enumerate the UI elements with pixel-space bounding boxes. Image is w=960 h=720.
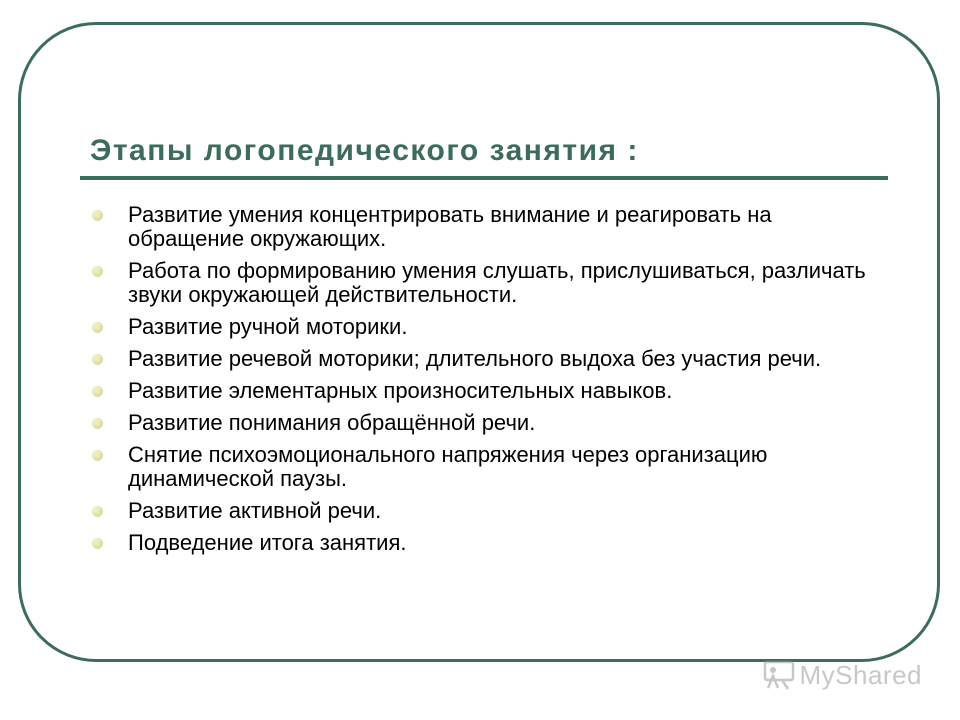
slide-title: Этапы логопедического занятия : bbox=[90, 134, 639, 167]
list-item-text: Подведение итога занятия. bbox=[128, 530, 407, 555]
bullet-icon bbox=[92, 506, 103, 517]
watermark bbox=[762, 658, 923, 692]
bullet-icon bbox=[92, 210, 103, 221]
presenter-icon bbox=[762, 658, 796, 692]
list-item bbox=[92, 411, 892, 435]
bullet-list bbox=[92, 203, 892, 563]
list-item bbox=[92, 531, 892, 555]
list-item-text: Снятие психоэмоционального напряжения через организацию динамической паузы. bbox=[128, 442, 768, 491]
list-item-text: Работа по формированию умения слушать, прислушиваться, различать звуки окружающей действительности. bbox=[128, 258, 866, 307]
bullet-icon bbox=[92, 322, 103, 333]
watermark-text: MyShared bbox=[799, 659, 922, 690]
list-item bbox=[92, 443, 892, 491]
title-underline bbox=[80, 176, 888, 180]
list-item-text: Развитие элементарных произносительных навыков. bbox=[128, 378, 673, 403]
bullet-icon bbox=[92, 266, 103, 277]
list-item bbox=[92, 379, 892, 403]
list-item-text: Развитие ручной моторики. bbox=[128, 314, 408, 339]
list-item bbox=[92, 259, 892, 307]
list-item-text: Развитие активной речи. bbox=[128, 498, 382, 523]
bullet-icon bbox=[92, 386, 103, 397]
bullet-icon bbox=[92, 538, 103, 549]
list-item bbox=[92, 499, 892, 523]
list-item-text: Развитие понимания обращённой речи. bbox=[128, 410, 536, 435]
list-item bbox=[92, 347, 892, 371]
list-item-text: Развитие речевой моторики; длительного выдоха без участия речи. bbox=[128, 346, 822, 371]
list-item-text: Развитие умения концентрировать внимание и реагировать на обращение окружающих. bbox=[128, 202, 772, 251]
list-item bbox=[92, 315, 892, 339]
bullet-icon bbox=[92, 450, 103, 461]
list-item bbox=[92, 203, 892, 251]
bullet-icon bbox=[92, 418, 103, 429]
bullet-icon bbox=[92, 354, 103, 365]
